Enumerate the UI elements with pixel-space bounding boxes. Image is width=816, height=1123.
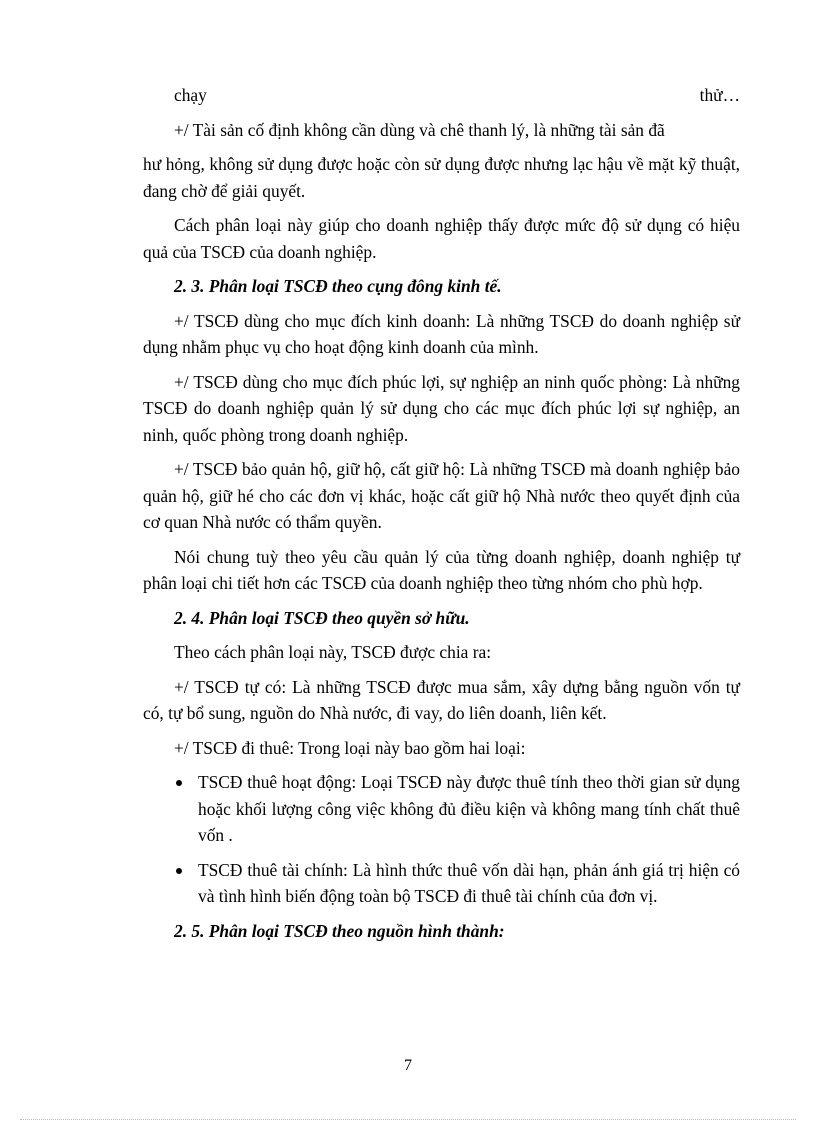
paragraph-2 [143,212,740,265]
section-heading-2-4: 2. 4. Phân loại TSCĐ theo quyền sở hữu. [174,607,470,628]
continued-line [174,82,740,109]
page-number: 7 [404,1057,412,1074]
paragraph-3-text: +/ TSCĐ dùng cho mục đích kinh doanh: Là những TSCĐ do doanh nghiệp sử dụng nhằm phục vụ cho hoạt động kinh doanh của mình. [143,310,740,357]
paragraph-6-text: Nói chung tuỳ theo yêu cầu quản lý của từng doanh nghiệp, doanh nghiệp tự phân loại chi tiết hơn các TSCĐ của doanh nghiệp theo từng nhóm cho phù hợp. [143,546,740,593]
paragraph-8 [143,674,740,727]
bullet-icon [176,780,182,786]
list-item-text: TSCĐ thuê hoạt động: Loại TSCĐ này được thuê tính theo thời gian sử dụng hoặc khối lượng công việc không đủ điều kiện và không mang tính chất thuê vốn . [198,772,740,845]
paragraph-4-text: +/ TSCĐ dùng cho mục đích phúc lợi, sự nghiệp an ninh quốc phòng: Là những TSCĐ do doanh nghiệp quản lý sử dụng cho các mục đích phúc lợi sự nghiệp, an ninh, quốc phòng trong doanh nghiệp. [143,371,740,445]
list-item-text: TSCĐ thuê tài chính: Là hình thức thuê vốn dài hạn, phản ánh giá trị hiện có và tình hình biến động toàn bộ TSCĐ đi thuê tài chính của đơn vị. [198,859,740,906]
paragraph-1: +/ Tài sản cố định không cần dùng và chê thanh lý, là những tài sản đã [174,119,665,140]
paragraph-3 [143,308,740,361]
paragraph-7: Theo cách phân loại này, TSCĐ được chia ra: [174,642,492,662]
paragraph-2-text: Cách phân loại này giúp cho doanh nghiệp thấy được mức độ sử dụng có hiệu quả của TSCĐ của doanh nghiệp. [143,215,740,262]
paragraph-5-text: +/ TSCĐ bảo quản hộ, giữ hộ, cất giữ hộ: Là những TSCĐ mà doanh nghiệp bảo quản hộ, giữ hé cho các đơn vị khác, hoặc cất giữ hộ Nhà nước theo quyết định của cơ quan Nhà nước có thẩm quyền. [143,459,740,532]
paragraph-9: +/ TSCĐ đi thuê: Trong loại này bao gồm hai loại: [174,737,526,758]
list-item [174,769,740,849]
paragraph-6 [143,544,740,597]
lease-type-list [174,769,740,910]
paragraph-4 [143,369,740,449]
paragraph-8-text: +/ TSCĐ tự có: Là những TSCĐ được mua sắm, xây dựng bằng nguồn vốn tự có, tự bổ sung, nguồn do Nhà nước, đi vay, do liên doanh, liên kết. [143,676,740,723]
paragraph-1b: hư hỏng, không sử dụng được hoặc còn sử dụng được nhưng lạc hậu về mặt kỹ thuật, đang chờ để giải quyết. [143,154,740,201]
continued-left: chạy [174,85,207,105]
list-item [174,857,740,910]
continued-right: thử… [699,85,740,105]
section-heading-2-5: 2. 5. Phân loại TSCĐ theo nguồn hình thành: [174,920,505,941]
page-bottom-divider [20,1119,796,1120]
page-body [143,82,740,952]
paragraph-5 [143,456,740,536]
section-heading-2-3: 2. 3. Phân loại TSCĐ theo cụng đông kinh tế. [174,276,502,296]
bullet-icon [176,868,182,874]
